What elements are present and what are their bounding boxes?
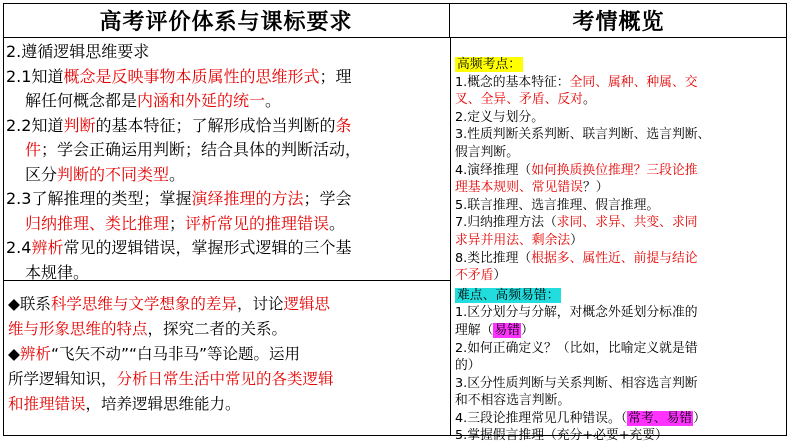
- overview-line: 理基本规则、常见错误？）: [455, 180, 609, 196]
- right-title: 考情概览: [572, 9, 665, 35]
- req-line: 2.遵循逻辑思维要求: [6, 42, 150, 61]
- overview-line: 3.区分性质判断与关系判断、相容选言判断: [455, 375, 698, 391]
- overview-line: 5.掌握假言推理（充分+必要+充要）: [455, 428, 668, 444]
- overview-line: 8.类比推理（根据多、属性近、前提与结论: [455, 250, 698, 266]
- eval-line: ◆辨析“飞矢不动”“白马非马”等论题。运用: [8, 345, 301, 363]
- curriculum-requirements: [6, 40, 446, 285]
- section-label: [455, 56, 783, 74]
- overview-line: 1.概念的基本特征：全同、属种、种属、交: [455, 74, 698, 90]
- left-title: 高考评价体系与课标要求: [99, 9, 353, 35]
- overview-line: 4.演绎推理（如何换质换位推理？三段论推: [455, 162, 698, 178]
- overview-line: 7.归纳推理方法（求同、求异、共变、求同: [455, 215, 698, 231]
- overview-line: 理解（易错）: [455, 322, 534, 338]
- frequent-error-badge: 常考、易错: [628, 410, 693, 426]
- req-line: 本规律。: [25, 262, 90, 282]
- difficult-label: 难点、高频易错：: [457, 287, 560, 303]
- overview-line: 3.性质判断关系判断、联言判断、选言判断、: [455, 127, 711, 143]
- req-line: 2.2知道判断的基本特征；了解形成恰当判断的条: [6, 115, 352, 135]
- req-line: 件；学会正确运用判断；结合具体的判断活动，: [25, 140, 362, 159]
- req-line: 区分判断的不同类型。: [25, 164, 186, 184]
- req-line: 归纳推理、类比推理；评析常见的推理错误。: [25, 213, 346, 233]
- overview-line: 求异并用法、剩余法）: [455, 232, 583, 248]
- exam-overview: [455, 56, 783, 445]
- eval-line: ◆联系科学思维与文学想象的差异，讨论逻辑思: [8, 295, 330, 313]
- overview-line: 1.区分划分与分解，对概念外延划分标准的: [455, 305, 698, 321]
- eval-line: 和推理错误，培养逻辑思维能力。: [8, 395, 241, 413]
- req-line: 2.3了解推理的类型；掌握演绎推理的方法；学会: [6, 189, 352, 208]
- req-line: 解任何概念都是内涵和外延的统一。: [25, 91, 282, 110]
- column-divider: [450, 37, 451, 436]
- right-header: [450, 3, 787, 37]
- eval-line: 所学逻辑知识，分析日常生活中常见的各类逻辑: [8, 370, 334, 388]
- overview-line: 4.三段论推理常见几种错误。（常考、易错）: [455, 410, 706, 426]
- overview-line: 不矛盾）: [455, 268, 507, 284]
- req-line: 2.1知道概念是反映事物本质属性的思维形式；理: [6, 66, 352, 86]
- overview-line: 2.如何正确定义？（比如，比喻定义就是错: [455, 340, 698, 356]
- evaluation-system: [8, 292, 446, 417]
- overview-line: 叉、全异、矛盾、反对。: [455, 92, 596, 108]
- overview-line: 和不相容选言判断。: [455, 393, 571, 409]
- overview-line: 2.定义与划分。: [455, 109, 544, 125]
- overview-line: 的）: [455, 358, 481, 374]
- req-line: 2.4辨析常见的逻辑错误，掌握形式逻辑的三个基: [6, 238, 352, 257]
- error-prone-badge: 易错: [494, 322, 520, 338]
- overview-line: 假言判断。: [455, 144, 519, 160]
- header-divider: [3, 37, 787, 38]
- left-header: [3, 3, 450, 37]
- overview-line: 5.联言推理、选言推理、假言推理。: [455, 197, 660, 213]
- high-frequency-label: 高频考点：: [457, 57, 521, 72]
- eval-line: 维与形象思维的特点，探究二者的关系。: [8, 320, 288, 338]
- section-label: [455, 287, 783, 305]
